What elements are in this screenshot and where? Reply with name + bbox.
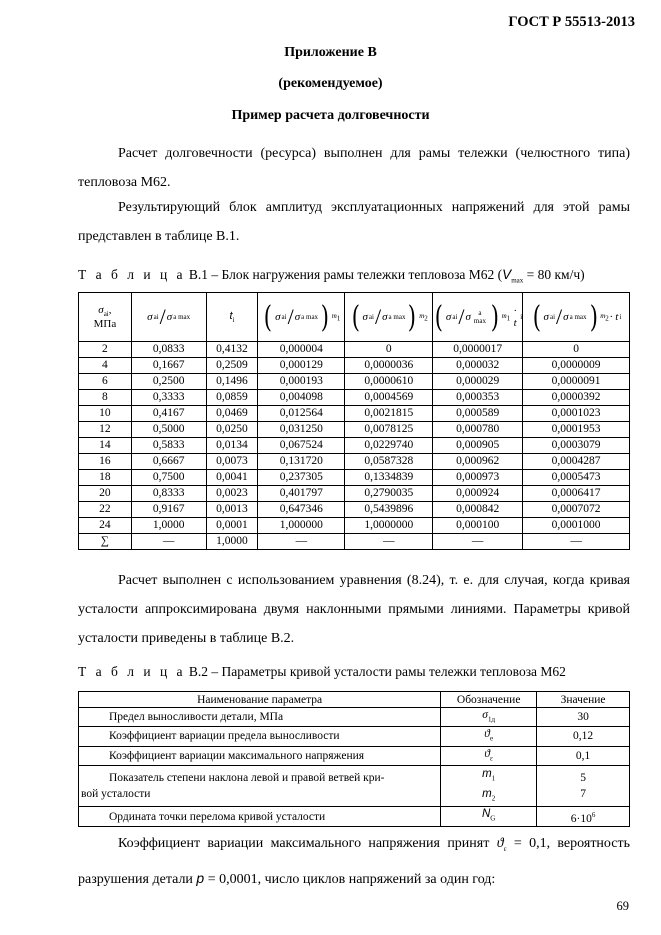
sym-theta-sub: е — [489, 734, 494, 743]
table2-row-symbol — [441, 746, 537, 765]
table1-cell: 0,0013 — [206, 502, 258, 518]
h2-sub-ai: ai — [153, 313, 159, 321]
table1-cell: 0,031250 — [258, 422, 345, 438]
table1-row — [79, 534, 630, 550]
table1-cell: 0,0004569 — [345, 390, 433, 406]
h6-exp-sub: 1 — [506, 314, 511, 323]
table2-row-symbol — [441, 708, 537, 727]
table1-cell: 4 — [79, 358, 132, 374]
paragraph-4-text-a: Коэффициент вариации максимального напряжения принят — [118, 836, 497, 851]
table1-cell: 0 — [523, 342, 630, 358]
table1-cell: 2 — [79, 342, 132, 358]
paragraph-1-text: Расчет долговечности (ресурса) выполнен для рамы тележки (челюстного типа) тепловоза М62. — [78, 146, 630, 190]
table1-row — [79, 502, 630, 518]
h2-sigma: σ — [147, 311, 153, 323]
h7-sub-amax: a max — [569, 313, 587, 321]
paragraph-4-p: p — [196, 869, 205, 886]
appendix-type: (рекомендуемое) — [278, 76, 383, 91]
table1-cell: 0,0000017 — [433, 342, 523, 358]
table1-cell: 18 — [79, 470, 132, 486]
table1-header-ratio-m2-t: ( σ ai / σ a max ) $m_2$ · t i — [523, 293, 630, 342]
paragraph-4-symbol-sub: ε — [503, 844, 507, 853]
table1-cell: 0,0073 — [206, 454, 258, 470]
table1-cell: 0,0003079 — [523, 438, 630, 454]
table2-row-value — [537, 807, 630, 826]
table1-cell: 0,0078125 — [345, 422, 433, 438]
table1-cell: 0,0000036 — [345, 358, 433, 374]
table1-cell: 0,004098 — [258, 390, 345, 406]
table1-cell: 0,000962 — [433, 454, 523, 470]
h7-exp-sub: 2 — [605, 314, 609, 323]
table1-row — [79, 422, 630, 438]
table1-cell: 0,000100 — [433, 518, 523, 534]
table1-cell: 0,1667 — [131, 358, 206, 374]
table1-cell: 0,000842 — [433, 502, 523, 518]
table1-cell: 0,000973 — [433, 470, 523, 486]
table-2 — [78, 691, 630, 827]
table1-cell: 0,0005473 — [523, 470, 630, 486]
table1-caption-text: В.1 – Блок нагружения рамы тележки тепловоза М62 ( — [185, 267, 503, 282]
table2-row-name — [79, 765, 441, 807]
table1-cell: 24 — [79, 518, 132, 534]
table1-cell: 0,000905 — [433, 438, 523, 454]
table2-row-value: 30 — [537, 708, 630, 727]
h4-exp-sub: 1 — [336, 314, 341, 323]
table1-cell: 0,000129 — [258, 358, 345, 374]
h4-sub-amax: a max — [301, 313, 319, 321]
h6-dot-t-sub: i — [520, 313, 523, 321]
row4-name-line2: вой усталости — [81, 788, 151, 801]
table1-cell: 0,2509 — [206, 358, 258, 374]
table1-cell: ∑ — [79, 534, 132, 550]
value-m2: 7 — [580, 788, 586, 801]
table1-caption-vsub: max — [511, 276, 524, 285]
paragraph-1 — [78, 139, 630, 197]
paragraph-4 — [78, 829, 630, 894]
h4-sub-ai: ai — [281, 313, 287, 321]
table1-cell: 0,4132 — [206, 342, 258, 358]
table1-row — [79, 470, 630, 486]
table1-cell: 0,5000 — [131, 422, 206, 438]
h6-sub-amax: a max — [473, 309, 486, 325]
h-sigma: σ — [98, 303, 104, 316]
h6-sigma: σ — [445, 311, 452, 323]
h-unit: МПа — [93, 318, 117, 331]
table2-row-symbol — [441, 807, 537, 826]
table1-cell: 0,8333 — [131, 486, 206, 502]
h6-dot-t: · t — [513, 305, 517, 329]
sym-ng: N — [481, 808, 491, 821]
table1-cell: 1,0000 — [206, 534, 258, 550]
appendix-title: Приложение В — [284, 45, 377, 60]
value-ng: 6·10 — [570, 812, 592, 825]
h4-sigma-max: σ — [294, 311, 301, 323]
table1-header-sigma — [79, 293, 132, 342]
value-m1: 5 — [580, 772, 586, 785]
paragraph-4-text-b: = 0,1, вероятность разрушения детали — [78, 836, 630, 887]
table1-row — [79, 390, 630, 406]
table2-row-name: Предел выносливости детали, МПа — [79, 708, 441, 727]
table1-cell: 0,000193 — [258, 374, 345, 390]
table1-header-t — [206, 293, 258, 342]
table1-body — [79, 342, 630, 550]
table1-caption-prefix: Т а б л и ц а — [78, 267, 186, 282]
table2-row-value — [537, 765, 630, 807]
table1-cell: 0,7500 — [131, 470, 206, 486]
table2-row — [79, 746, 630, 765]
table1-cell: 0,401797 — [258, 486, 345, 502]
sym-theta-eps-sub: ε — [490, 753, 493, 762]
table1-row — [79, 374, 630, 390]
table1-cell: 0,0229740 — [345, 438, 433, 454]
table1-cell: — — [345, 534, 433, 550]
table2-header-symbol: Обозначение — [441, 692, 537, 708]
table1-row — [79, 454, 630, 470]
section-title: Пример расчета долговечности — [231, 108, 430, 123]
table1-header-ratio-m2: ( σ ai / σ a max ) $m_2$ — [345, 293, 433, 342]
h5-sub-amax: a max — [388, 313, 406, 321]
table1-header-ratio: σ ai / σ a max — [131, 293, 206, 342]
table1-cell: 0,1496 — [206, 374, 258, 390]
h3-t: t — [229, 309, 233, 322]
h6-sub-ai: ai — [452, 313, 458, 321]
table1-cell: 0,0469 — [206, 406, 258, 422]
table1-cell: 0,000780 — [433, 422, 523, 438]
table2-header-value: Значение — [537, 692, 630, 708]
h5-sigma: σ — [362, 311, 368, 323]
row4-name-line1: Показатель степени наклона левой и правой ветвей кри- — [109, 772, 385, 785]
table1-cell: 0,0006417 — [523, 486, 630, 502]
table2-caption-text: В.2 – Параметры кривой усталости рамы тележки тепловоза М62 — [185, 664, 566, 679]
table1-cell: 0,0021815 — [345, 406, 433, 422]
table1-cell: 1,000000 — [258, 518, 345, 534]
h5-sub-ai: ai — [368, 313, 374, 321]
table1-cell: 0,000032 — [433, 358, 523, 374]
table2-row-name: Ордината точки перелома кривой усталости — [79, 807, 441, 826]
table1-cell: 0,5439896 — [345, 502, 433, 518]
table2-caption-prefix: Т а б л и ц а — [78, 664, 186, 679]
table1-cell: — — [131, 534, 206, 550]
table1-cell: 0,4167 — [131, 406, 206, 422]
table1-cell: 1,0000 — [131, 518, 206, 534]
h7-exp: m — [600, 311, 606, 320]
table1-cell: 0,0007072 — [523, 502, 630, 518]
table1-cell: 0,6667 — [131, 454, 206, 470]
sym-theta: ϑ — [484, 728, 490, 741]
page-number: 69 — [616, 899, 629, 913]
table1-cell: 20 — [79, 486, 132, 502]
table1-cell: 0,1334839 — [345, 470, 433, 486]
table1-cell: 0,0041 — [206, 470, 258, 486]
table1-cell: — — [523, 534, 630, 550]
table1-row — [79, 342, 630, 358]
table2-row — [79, 765, 630, 807]
table2-row-name: Коэффициент вариации предела выносливости — [79, 727, 441, 746]
table1-cell: 0,000029 — [433, 374, 523, 390]
table1-cell: 1,0000000 — [345, 518, 433, 534]
table1-row — [79, 486, 630, 502]
table1-cell: 0,0134 — [206, 438, 258, 454]
sym-m1-sub: 1 — [491, 774, 496, 783]
sym-sigma-sub: 1д — [487, 715, 496, 724]
table1-cell: 0,3333 — [131, 390, 206, 406]
table1-cell: 10 — [79, 406, 132, 422]
table1-cell: 16 — [79, 454, 132, 470]
h7-sub-ai: ai — [549, 313, 556, 321]
table1-row — [79, 358, 630, 374]
table1-cell: 0,647346 — [258, 502, 345, 518]
table1-cell: 0,0001 — [206, 518, 258, 534]
sym-m1: m — [482, 767, 492, 780]
table2-row — [79, 708, 630, 727]
table1-cell: 0,9167 — [131, 502, 206, 518]
sym-sigma: σ — [482, 709, 488, 721]
table1-cell: 0,012564 — [258, 406, 345, 422]
table1-cell: 0,000924 — [433, 486, 523, 502]
table1-cell: 22 — [79, 502, 132, 518]
table2-row — [79, 727, 630, 746]
table1-cell: 0,067524 — [258, 438, 345, 454]
table1-cell: 0,0000610 — [345, 374, 433, 390]
table1-cell: 0,0001953 — [523, 422, 630, 438]
table1-cell: 0,0587328 — [345, 454, 433, 470]
table1-header-ratio-m1-t: ( σ ai / σ a max ) $m_1$ · t i — [433, 293, 523, 342]
table1-row — [79, 406, 630, 422]
paragraph-2 — [78, 193, 630, 251]
h4-sigma: σ — [275, 311, 281, 323]
paragraph-2-text: Результирующий блок амплитуд эксплуатационных напряжений для этой рамы представлен в таблице В.1. — [78, 200, 630, 244]
table1-cell: 0,000004 — [258, 342, 345, 358]
table1-cell: 0,0001023 — [523, 406, 630, 422]
h5-exp: m — [419, 311, 425, 320]
table1-cell: 0 — [345, 342, 433, 358]
table1-cell: 0,0000392 — [523, 390, 630, 406]
h5-exp-sub: 2 — [424, 314, 428, 323]
table2-row-symbol — [441, 765, 537, 807]
table1-header-ratio-m1: ( σ ai / σ a max ) $m_1$ — [258, 293, 345, 342]
sym-ng-sub: G — [490, 814, 496, 823]
paragraph-3-text: Расчет выполнен с использованием уравнения (8.24), т. е. для случая, когда кривая усталости аппроксимирована двумя наклонными прямыми линиями. Параметры кривой усталости приведены в таблице В.2. — [78, 573, 630, 646]
table1-cell: — — [433, 534, 523, 550]
table1-cell: 0,0833 — [131, 342, 206, 358]
table1-cell: 0,000353 — [433, 390, 523, 406]
h3-t-sub: i — [232, 316, 235, 325]
h2-sigma-max: σ — [166, 311, 173, 323]
table1-cell: 0,237305 — [258, 470, 345, 486]
sym-theta-eps: ϑ — [484, 747, 491, 760]
table2-header-row — [79, 692, 630, 708]
paragraph-4-text-c: = 0,0001, число циклов напряжений за один год: — [204, 871, 496, 887]
h2-sub-amax: a max — [173, 313, 191, 321]
paragraph-4-symbol: ϑ — [496, 836, 504, 851]
table1-cell: 8 — [79, 390, 132, 406]
table1-cell: — — [258, 534, 345, 550]
table1-caption — [78, 267, 585, 285]
sym-m2: m — [482, 788, 492, 801]
table1-cell: 0,0004287 — [523, 454, 630, 470]
h6-sigma-max: σ — [465, 311, 471, 323]
h7-sigma-max: σ — [563, 311, 569, 323]
table1-cell: 6 — [79, 374, 132, 390]
table1-cell: 0,0250 — [206, 422, 258, 438]
table2-caption — [78, 664, 566, 680]
h-comma: , — [108, 303, 112, 316]
sym-m2-sub: 2 — [491, 794, 496, 803]
table2-row-value: 0,12 — [537, 727, 630, 746]
table1-cell: 0,0001000 — [523, 518, 630, 534]
table1-cell: 0,0859 — [206, 390, 258, 406]
table1-cell: 0,5833 — [131, 438, 206, 454]
h7-dot-t: · t — [609, 311, 619, 323]
table-1 — [78, 292, 630, 550]
table1-cell: 12 — [79, 422, 132, 438]
table2-row-symbol — [441, 727, 537, 746]
table2-row-name: Коэффициент вариации максимального напряжения — [79, 746, 441, 765]
h7-dot-t-sub: i — [619, 313, 622, 321]
h6-exp: m — [501, 311, 507, 320]
h-sigma-sub: ai — [103, 310, 109, 319]
table1-cell: 0,0023 — [206, 486, 258, 502]
table1-cell: 0,131720 — [258, 454, 345, 470]
document-header: ГОСТ Р 55513-2013 — [508, 14, 635, 30]
table1-cell: 0,000589 — [433, 406, 523, 422]
h4-exp: m — [331, 311, 337, 320]
table1-row — [79, 518, 630, 534]
table1-cell: 0,2790035 — [345, 486, 433, 502]
table1-cell: 0,0000091 — [523, 374, 630, 390]
value-ng-sup: 6 — [591, 810, 596, 819]
h5-sigma-max: σ — [382, 311, 388, 323]
table2-header-name: Наименование параметра — [79, 692, 441, 708]
table1-cell: 0,2500 — [131, 374, 206, 390]
table1-cell: 0,0000009 — [523, 358, 630, 374]
table1-caption-v: V — [502, 267, 512, 282]
table1-header-row — [79, 293, 630, 342]
table1-caption-end: = 80 км/ч) — [523, 267, 585, 282]
paragraph-3 — [78, 566, 630, 653]
table1-cell: 14 — [79, 438, 132, 454]
table2-row-value: 0,1 — [537, 746, 630, 765]
h7-sigma: σ — [543, 311, 549, 323]
table1-row — [79, 438, 630, 454]
table2-row — [79, 807, 630, 826]
